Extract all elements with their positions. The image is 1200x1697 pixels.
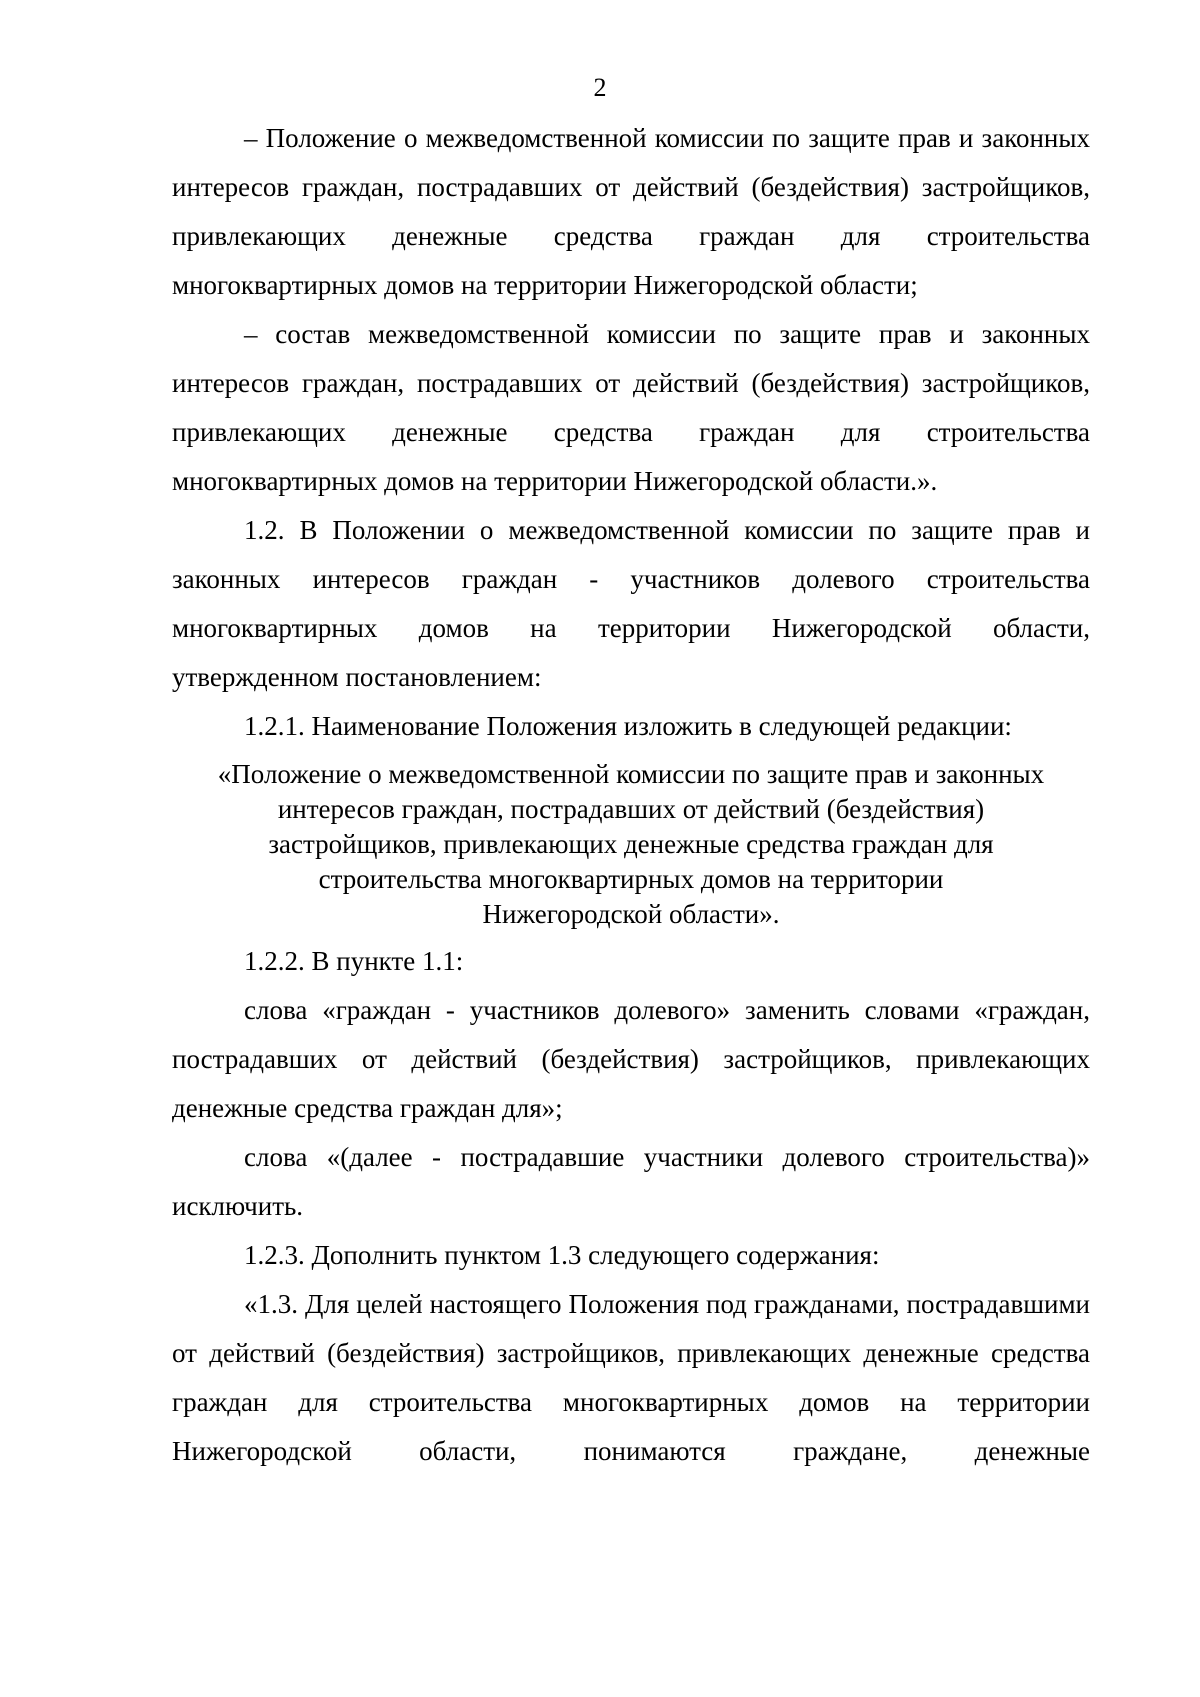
paragraph-1-2-3: 1.2.3. Дополнить пунктом 1.3 следующего содержания: xyxy=(244,1240,880,1270)
regulation-title-line: строительства многоквартирных домов на территории xyxy=(318,864,944,894)
paragraph-composition-item: – состав межведомственной комиссии по защите прав и законных интересов граждан, пострадавших от действий (бездействия) застройщиков, привлекающих денежные средства граждан для строительства многоквартирных домов на территории Нижегородской области.». xyxy=(172,319,1090,496)
paragraph-regulation-item: – Положение о межведомственной комиссии по защите прав и законных интересов граждан, пострадавших от действий (бездействия) застройщиков, привлекающих денежные средства граждан для строительства многоквартирных домов на территории Нижегородской области; xyxy=(172,123,1090,300)
regulation-title-line: Нижегородской области». xyxy=(482,899,780,929)
paragraph-1-2-2: 1.2.2. В пункте 1.1: xyxy=(244,946,464,976)
regulation-title-line: «Положение о межведомственной комиссии по защите прав и законных xyxy=(217,759,1045,789)
paragraph-1-2: 1.2. В Положении о межведомственной комиссии по защите прав и законных интересов граждан - участников долевого строительства многоквартирных домов на территории Нижегородской области, утвержденном постановлением: xyxy=(172,515,1090,692)
regulation-title-line: застройщиков, привлекающих денежные средства граждан для xyxy=(268,829,994,859)
paragraph-exclude-words: слова «(далее - пострадавшие участники долевого строительства)» исключить. xyxy=(172,1142,1090,1221)
page-number: 2 xyxy=(593,73,607,102)
paragraph-1-2-1: 1.2.1. Наименование Положения изложить в следующей редакции: xyxy=(244,711,1012,741)
paragraph-replace-words: слова «граждан - участников долевого» заменить словами «граждан, пострадавших от действий (бездействия) застройщиков, привлекающих денежные средства граждан для»; xyxy=(172,995,1090,1123)
paragraph-1-3-quote: «1.3. Для целей настоящего Положения под гражданами, пострадавшими от действий (бездействия) застройщиков, привлекающих денежные средства граждан для строительства многоквартирных домов на территории Нижегородской области, понимаются граждане, денежные xyxy=(172,1289,1090,1466)
regulation-title-line: интересов граждан, пострадавших от действий (бездействия) xyxy=(277,794,985,824)
regulation-title-quote xyxy=(172,757,1090,932)
document-body xyxy=(172,114,1090,1476)
